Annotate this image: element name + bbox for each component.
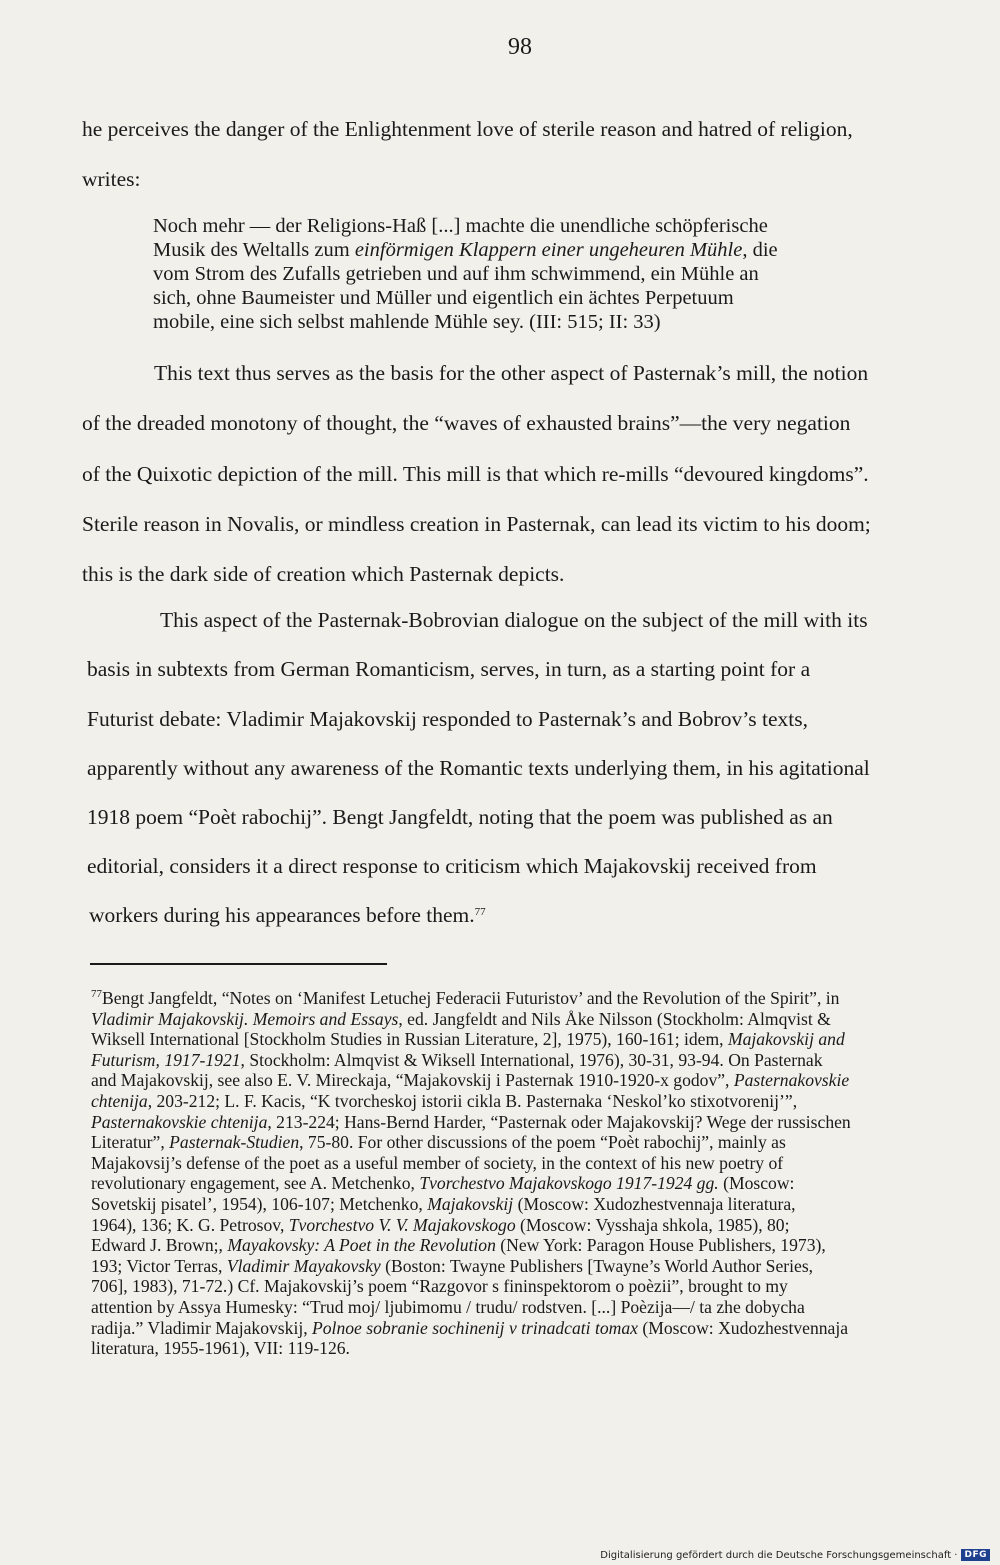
- block-quote: [153, 214, 913, 334]
- text-line: apparently without any awareness of the Romantic texts underlying them, in his agitational: [87, 756, 870, 780]
- dfg-logo: DFG: [961, 1549, 990, 1561]
- quote-line: sich, ohne Baumeister und Müller und eigentlich ein ächtes Perpetuum: [153, 287, 734, 309]
- text-line: Sterile reason in Novalis, or mindless creation in Pasternak, can lead its victim to his doom;: [82, 512, 871, 536]
- quote-line: Musik des Weltalls zum einförmigen Klappern einer ungeheuren Mühle, die: [153, 239, 778, 261]
- text-line: writes:: [82, 167, 141, 191]
- footnote-line: Literatur”, Pasternak-Studien, 75-80. For other discussions of the poem “Poèt rabochij”, mainly as: [91, 1132, 786, 1153]
- digitization-footer: [600, 1549, 990, 1561]
- text-line: basis in subtexts from German Romanticism, serves, in turn, as a starting point for a: [87, 657, 811, 681]
- footnote-line: Futurism, 1917-1921, Stockholm: Almqvist & Wiksell International, 1976), 30-31, 93-94. On Pasternak: [91, 1049, 823, 1070]
- footer-text: Digitalisierung gefördert durch die Deutsche Forschungsgemeinschaft ·: [600, 1549, 958, 1561]
- footnote-line: radija.” Vladimir Majakovskij, Polnoe sobranie sochinenij v trinadcati tomax (Moscow: Xudozhestvennaja: [91, 1317, 849, 1338]
- text-line: This text thus serves as the basis for the other aspect of Pasternak’s mill, the notion: [154, 361, 869, 385]
- footnote-separator: [90, 963, 387, 965]
- footnote-line: Edward J. Brown;, Mayakovsky: A Poet in the Revolution (New York: Paragon House Publishers, 1973),: [91, 1235, 826, 1256]
- footnote-line: Majakovsij’s defense of the poet as a useful member of society, in the context of his new poetry of: [91, 1152, 784, 1173]
- footnote-line: Pasternakovskie chtenija, 213-224; Hans-Bernd Harder, “Pasternak oder Majakovskij? Wege der russischen: [91, 1111, 851, 1132]
- footnote-line: Wiksell International [Stockholm Studies in Russian Literature, 2], 1975), 160-161; idem, Majakovskij and: [91, 1029, 845, 1050]
- footnote-line: and Majakovskij, see also E. V. Mireckaja, “Majakovskij i Pasternak 1910-1920-x godov”, Pasternakovskie: [91, 1070, 850, 1091]
- footnote-line: 193; Victor Terras, Vladimir Mayakovsky (Boston: Twayne Publishers [Twayne’s World Author Series,: [91, 1255, 814, 1276]
- footnote-line: Sovetskij pisatel’, 1954), 106-107; Metchenko, Majakovskij (Moscow: Xudozhestvennaja literatura,: [91, 1193, 796, 1214]
- quote-line: vom Strom des Zufalls getrieben und auf ihm schwimmend, ein Mühle an: [153, 263, 759, 285]
- text-line: of the dreaded monotony of thought, the “waves of exhausted brains”—the very negation: [82, 411, 851, 435]
- text-line: editorial, considers it a direct response to criticism which Majakovskij received from: [87, 854, 817, 878]
- footnote-line: 1964), 136; K. G. Petrosov, Tvorchestvo V. V. Majakovskogo (Moscow: Vysshaja shkola, 1985), 80;: [91, 1214, 790, 1235]
- footnote-77: [91, 988, 981, 1359]
- page-number: 98: [508, 34, 532, 60]
- text-line: he perceives the danger of the Enlightenment love of sterile reason and hatred of religion,: [82, 117, 853, 141]
- footnote-line: Vladimir Majakovskij. Memoirs and Essays, ed. Jangfeldt and Nils Åke Nilsson (Stockholm: Almqvist &: [91, 1008, 831, 1029]
- footnote-line: revolutionary engagement, see A. Metchenko, Tvorchestvo Majakovskogo 1917-1924 gg. (Moscow:: [91, 1173, 795, 1194]
- text-line: Futurist debate: Vladimir Majakovskij responded to Pasternak’s and Bobrov’s texts,: [87, 707, 808, 731]
- text-line: This aspect of the Pasternak-Bobrovian dialogue on the subject of the mill with its: [160, 608, 868, 632]
- footnote-marker[interactable]: 77: [474, 906, 486, 918]
- footnote-line: literatura, 1955-1961), VII: 119-126.: [91, 1338, 350, 1359]
- footnote-line: $^{77}$Bengt Jangfeldt, “Notes on ‘Manifest Letuchej Federacii Futuristov’ and the Revolution of the Spirit”, in: [91, 988, 840, 1008]
- footnote-line: attention by Assya Humesky: “Trud moj/ ljubimomu / trudu/ rodstven. [...] Poèzija—/ ta zhe dobycha: [91, 1296, 805, 1317]
- text-line: this is the dark side of creation which Pasternak depicts.: [82, 562, 565, 586]
- text-line: workers during his appearances before them.$^{77}$: [89, 903, 486, 927]
- text-line: of the Quixotic depiction of the mill. This mill is that which re-mills “devoured kingdoms”.: [82, 462, 869, 486]
- quote-line: Noch mehr — der Religions-Haß [...] machte die unendliche schöpferische: [153, 215, 768, 237]
- footnote-line: 706], 1983), 71-72.) Cf. Majakovskij’s poem “Razgovor s fininspektorom o poèzii”, brought to my: [91, 1276, 788, 1297]
- quote-line: mobile, eine sich selbst mahlende Mühle sey. (III: 515; II: 33): [153, 311, 661, 333]
- text-line: 1918 poem “Poèt rabochij”. Bengt Jangfeldt, noting that the poem was published as an: [87, 805, 833, 829]
- footnote-line: chtenija, 203-212; L. F. Kacis, “K tvorcheskoj istorii cikla B. Pasternaka ‘Neskol’ko stixotvorenij’”,: [91, 1090, 798, 1111]
